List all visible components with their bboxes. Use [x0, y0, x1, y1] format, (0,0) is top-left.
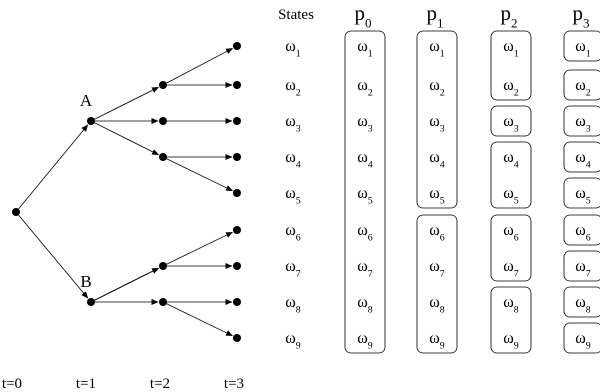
partition-0-state-7-subscript: 7 [367, 268, 373, 280]
partition-0-state-7 [357, 258, 373, 280]
partition-2-state-4-subscript: 4 [513, 159, 519, 171]
partition-header-2 [500, 1, 517, 30]
partition-3-state-3 [575, 113, 591, 135]
partition-3-state-9-symbol: ω [575, 330, 586, 347]
state-label-8-symbol: ω [285, 294, 296, 311]
tree-edge-A-A3 [95, 123, 159, 155]
partition-0-state-9 [357, 330, 373, 352]
partition-1-state-3-subscript: 3 [439, 123, 445, 135]
partition-2-state-1-symbol: ω [503, 38, 514, 55]
partition-header-3-symbol: p [572, 1, 583, 25]
partition-1-state-9-subscript: 9 [439, 340, 445, 352]
tree-edge-B3-w9 [167, 304, 233, 336]
partition-p0 [345, 1, 385, 353]
partition-2-state-4 [503, 149, 519, 171]
state-label-4 [285, 149, 301, 171]
partition-2-state-7 [503, 258, 519, 280]
state-label-7-symbol: ω [285, 258, 296, 275]
time-label-0: t=0 [1, 376, 23, 392]
state-label-6 [285, 222, 301, 244]
partition-3-state-8-subscript: 8 [585, 304, 591, 316]
partition-3-state-5-symbol: ω [575, 185, 586, 202]
partition-1-state-2-symbol: ω [429, 77, 440, 94]
tree-node-A3 [159, 153, 167, 161]
partition-3-state-9-subscript: 9 [585, 340, 591, 352]
state-label-3-subscript: 3 [295, 123, 301, 135]
state-label-2-subscript: 2 [295, 87, 301, 99]
state-label-5-subscript: 5 [295, 195, 301, 207]
tree-node-B3 [159, 298, 167, 306]
partition-1-state-4-subscript: 4 [439, 159, 445, 171]
partition-1-state-6 [429, 222, 445, 244]
partition-2-state-2 [503, 77, 519, 99]
partition-1-state-2 [429, 77, 445, 99]
partition-0-state-2-subscript: 2 [367, 87, 373, 99]
partition-0-state-6-subscript: 6 [367, 232, 373, 244]
tree-node-A2 [159, 117, 167, 125]
partition-2-state-3 [503, 113, 519, 135]
partition-3-state-1 [575, 38, 591, 60]
partition-3-state-1-subscript: 1 [585, 48, 591, 60]
partition-3-state-4-subscript: 4 [585, 159, 591, 171]
partition-2-state-5-symbol: ω [503, 185, 514, 202]
partition-3-state-1-symbol: ω [575, 38, 586, 55]
tree-nodes [12, 42, 241, 342]
partition-0-state-1-symbol: ω [357, 38, 368, 55]
partition-3-state-7 [575, 258, 591, 280]
state-label-1-symbol: ω [285, 38, 296, 55]
state-label-9 [285, 330, 301, 352]
time-label-2: t=2 [149, 376, 171, 392]
partition-2-state-8 [503, 294, 519, 316]
time-label-3: t=3 [223, 376, 245, 392]
partition-p3 [564, 1, 600, 353]
partition-0-state-6 [357, 222, 373, 244]
partition-3-state-3-symbol: ω [575, 113, 586, 130]
partition-2-state-3-subscript: 3 [513, 123, 519, 135]
partition-0-state-1 [357, 38, 373, 60]
tree-node-w2 [233, 81, 241, 89]
partition-1-state-3 [429, 113, 445, 135]
tree-edge-root-B [19, 215, 88, 298]
partition-3-state-5 [575, 185, 591, 207]
partition-0-state-7-symbol: ω [357, 258, 368, 275]
partition-0-state-1-subscript: 1 [367, 48, 373, 60]
state-label-3-symbol: ω [285, 113, 296, 130]
partition-1-state-7-subscript: 7 [439, 268, 445, 280]
partition-p2 [491, 1, 531, 353]
tree-node-B1 [159, 262, 167, 270]
partition-1-state-9-symbol: ω [429, 330, 440, 347]
state-label-5-symbol: ω [285, 185, 296, 202]
partition-header-2-symbol: p [500, 1, 511, 25]
partition-1-state-7-symbol: ω [429, 258, 440, 275]
partition-2-state-5-subscript: 5 [513, 195, 519, 207]
partition-3-state-2-symbol: ω [575, 77, 586, 94]
time-axis [2, 376, 244, 392]
partition-0-state-8-symbol: ω [357, 294, 368, 311]
state-label-2 [285, 77, 301, 99]
partition-0-state-8-subscript: 8 [367, 304, 373, 316]
partition-3-state-4-symbol: ω [575, 149, 586, 166]
partition-0-state-5 [357, 185, 373, 207]
state-label-9-symbol: ω [285, 330, 296, 347]
partition-0-state-5-subscript: 5 [367, 195, 373, 207]
state-label-8-subscript: 8 [295, 304, 301, 316]
partition-2-state-4-symbol: ω [503, 149, 514, 166]
tree-node-w8 [233, 298, 241, 306]
partition-columns [345, 1, 600, 353]
partition-1-state-1 [429, 38, 445, 60]
state-label-5 [285, 185, 301, 207]
partition-2-state-1-subscript: 1 [513, 48, 519, 60]
tree-node-w3 [233, 117, 241, 125]
partition-0-state-3-symbol: ω [357, 113, 368, 130]
tree-node-w4 [233, 153, 241, 161]
state-label-1 [285, 38, 301, 60]
state-label-6-subscript: 6 [295, 232, 301, 244]
partition-3-state-3-subscript: 3 [585, 123, 591, 135]
partition-1-state-6-symbol: ω [429, 222, 440, 239]
partition-1-state-8 [429, 294, 445, 316]
partition-2-state-1 [503, 38, 519, 60]
partition-3-state-2 [575, 77, 591, 99]
tree-edge-A-A1 [95, 87, 159, 119]
partition-3-state-7-symbol: ω [575, 258, 586, 275]
partition-1-state-5 [429, 185, 445, 207]
partition-3-state-6-symbol: ω [575, 222, 586, 239]
state-label-4-subscript: 4 [295, 159, 301, 171]
partition-0-state-9-subscript: 9 [367, 340, 373, 352]
partition-3-state-9 [575, 330, 591, 352]
partition-header-2-subscript: 2 [510, 15, 518, 31]
time-label-1: t=1 [75, 376, 97, 392]
partition-2-state-3-symbol: ω [503, 113, 514, 130]
partition-1-state-6-subscript: 6 [439, 232, 445, 244]
partition-0-state-4-symbol: ω [357, 149, 368, 166]
partition-1-state-4-symbol: ω [429, 149, 440, 166]
tree-edge-B1-w6 [167, 232, 233, 264]
partition-header-0 [354, 1, 372, 30]
partition-0-state-6-symbol: ω [357, 222, 368, 239]
partition-header-3-subscript: 3 [582, 15, 590, 31]
partition-1-state-9 [429, 330, 445, 352]
partition-2-state-8-subscript: 8 [513, 304, 519, 316]
partition-3-state-8 [575, 294, 591, 316]
partition-1-state-2-subscript: 2 [439, 87, 445, 99]
partition-header-0-symbol: p [354, 1, 365, 25]
partition-header-0-subscript: 0 [364, 15, 372, 31]
states-header: States [278, 7, 314, 23]
partition-2-state-9 [503, 330, 519, 352]
partition-2-state-9-symbol: ω [503, 330, 514, 347]
partition-2-state-9-subscript: 9 [513, 340, 519, 352]
state-label-6-symbol: ω [285, 222, 296, 239]
tree-node-w1 [233, 42, 241, 50]
node-label-A: A [79, 91, 93, 110]
partition-p1 [417, 1, 457, 353]
partition-2-state-7-symbol: ω [503, 258, 514, 275]
partition-1-state-4 [429, 149, 445, 171]
tree-edge-A3-w5 [167, 159, 233, 191]
partition-0-state-8 [357, 294, 373, 316]
partition-2-state-7-subscript: 7 [513, 268, 519, 280]
partition-1-state-8-symbol: ω [429, 294, 440, 311]
state-label-7 [285, 258, 301, 280]
state-label-1-subscript: 1 [295, 48, 301, 60]
partition-1-state-1-symbol: ω [429, 38, 440, 55]
partition-1-state-5-subscript: 5 [439, 195, 445, 207]
partition-2-state-8-symbol: ω [503, 294, 514, 311]
tree-node-w9 [233, 334, 241, 342]
node-label-B: B [80, 272, 92, 291]
partition-2-state-5 [503, 185, 519, 207]
partition-3-state-8-symbol: ω [575, 294, 586, 311]
partition-1-state-7 [429, 258, 445, 280]
partition-3-state-7-subscript: 7 [585, 268, 591, 280]
state-label-8 [285, 294, 301, 316]
partition-2-state-6 [503, 222, 519, 244]
partition-1-state-1-subscript: 1 [439, 48, 445, 60]
partition-2-state-2-subscript: 2 [513, 87, 519, 99]
partition-0-state-3 [357, 113, 373, 135]
state-label-4-symbol: ω [285, 149, 296, 166]
partition-2-state-6-symbol: ω [503, 222, 514, 239]
tree-node-A [87, 117, 95, 125]
state-label-2-symbol: ω [285, 77, 296, 94]
partition-0-state-3-subscript: 3 [367, 123, 373, 135]
tree-node-A1 [159, 81, 167, 89]
state-label-3 [285, 113, 301, 135]
partition-3-state-5-subscript: 5 [585, 195, 591, 207]
partition-0-state-2 [357, 77, 373, 99]
partition-header-1-subscript: 1 [436, 15, 444, 31]
partition-1-state-8-subscript: 8 [439, 304, 445, 316]
partition-3-state-6-subscript: 6 [585, 232, 591, 244]
tree-node-w6 [233, 226, 241, 234]
partition-1-state-3-symbol: ω [429, 113, 440, 130]
partition-0-state-2-symbol: ω [357, 77, 368, 94]
tree-node-w5 [233, 189, 241, 197]
tree-edge-B-B2 [95, 268, 159, 300]
state-label-7-subscript: 7 [295, 268, 301, 280]
tree-edge-A1-w1 [167, 48, 233, 83]
partition-0-state-9-symbol: ω [357, 330, 368, 347]
tree-edge-root-A [19, 125, 88, 209]
partition-header-1-symbol: p [426, 1, 437, 25]
partition-2-state-2-symbol: ω [503, 77, 514, 94]
partition-1-state-5-symbol: ω [429, 185, 440, 202]
partition-header-3 [572, 1, 589, 30]
partition-header-1 [426, 1, 443, 30]
tree-edges [19, 48, 233, 335]
partition-0-state-4-subscript: 4 [367, 159, 373, 171]
partition-2-state-6-subscript: 6 [513, 232, 519, 244]
partition-3-state-2-subscript: 2 [585, 87, 591, 99]
partition-0-state-4 [357, 149, 373, 171]
partition-3-state-6 [575, 222, 591, 244]
partition-3-state-4 [575, 149, 591, 171]
states-column [278, 7, 314, 352]
tree-node-root [12, 208, 20, 216]
state-label-9-subscript: 9 [295, 340, 301, 352]
tree-node-w7 [233, 262, 241, 270]
partition-0-state-5-symbol: ω [357, 185, 368, 202]
tree-node-B [87, 298, 95, 306]
